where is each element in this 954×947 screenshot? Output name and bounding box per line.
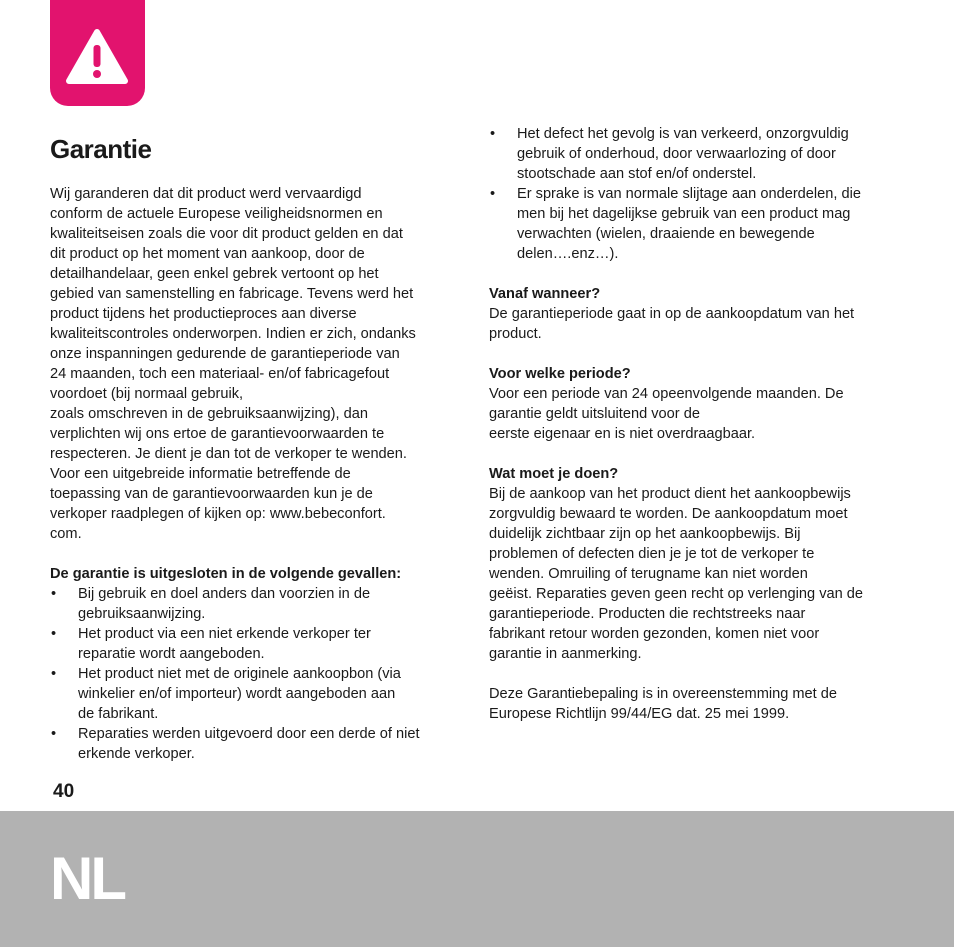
exclusions-list (50, 584, 460, 764)
paragraph-line: com. (50, 526, 82, 542)
paragraph-line: geëist. Reparaties geven geen recht op verlenging van de (489, 586, 864, 602)
paragraph-line: garantie in aanmerking. (489, 646, 642, 662)
paragraph-line: gebied van samenstelling en fabricage. Tevens werd het (50, 286, 414, 302)
footer-band (0, 811, 954, 947)
paragraph-line: kwaliteitseisen zoals die voor dit product gelden en dat (50, 226, 403, 242)
list-item-line: Het defect het gevolg is van verkeerd, onzorgvuldig (517, 126, 849, 142)
exclusions-list-continued (489, 124, 899, 264)
list-item-line: winkelier en/of importeur) wordt aangeboden aan (78, 686, 396, 702)
paragraph-line: Wij garanderen dat dit product werd vervaardigd (50, 186, 362, 202)
list-item-line: Er sprake is van normale slijtage aan onderdelen, die (517, 186, 861, 202)
list-item-line: Reparaties werden uitgevoerd door een derde of niet (78, 726, 420, 742)
list-item-line: de fabrikant. (78, 706, 159, 722)
paragraph-line: respecteren. Je dient je dan tot de verkoper te wenden. (50, 446, 407, 462)
list-item-line: reparatie wordt aangeboden. (78, 646, 265, 662)
section-heading: Vanaf wanneer? (489, 286, 601, 302)
paragraph-line: De garantieperiode gaat in op de aankoopdatum van het (489, 306, 855, 322)
paragraph-line: product. (489, 326, 542, 342)
bullet-icon: • (490, 186, 496, 202)
bullet-icon: • (51, 586, 57, 602)
paragraph-line: fabrikant retour worden gezonden, komen niet voor (489, 626, 820, 642)
paragraph-line: wenden. Omruiling of terugname kan niet worden (489, 566, 808, 582)
list-item-line: men bij het dagelijkse gebruik van een product mag (517, 206, 851, 222)
closing-paragraph (489, 684, 899, 724)
paragraph-line: zorgvuldig bewaard te worden. De aankoopdatum moet (489, 506, 848, 522)
bullet-icon: • (51, 666, 57, 682)
left-column (50, 184, 460, 764)
sections (489, 264, 899, 664)
language-code: NL (50, 845, 124, 912)
exclusions-heading: De garantie is uitgesloten in de volgende gevallen: (50, 566, 402, 582)
paragraph-line: verplichten wij ons ertoe de garantievoorwaarden te (50, 426, 385, 442)
list-item-line: Het product via een niet erkende verkoper ter (78, 626, 371, 642)
list-item (50, 584, 460, 624)
list-item-line: gebruik of onderhoud, door verwaarlozing of door (517, 146, 836, 162)
paragraph-line: voordoet (bij normaal gebruik, (50, 386, 244, 402)
list-item-line: gebruiksaanwijzing. (78, 606, 206, 622)
list-item (50, 624, 460, 664)
list-item-line: verwachten (wielen, draaiende en bewegende (517, 226, 815, 242)
list-item-line: Bij gebruik en doel anders dan voorzien in de (78, 586, 371, 602)
paragraph-line: verkoper raadplegen of kijken op: www.bebeconfort. (50, 506, 386, 522)
paragraph-line: eerste eigenaar en is niet overdraagbaar. (489, 426, 756, 442)
paragraph-line: detailhandelaar, geen enkel gebrek vertoont op het (50, 266, 379, 282)
page-number: 40 (53, 781, 75, 802)
paragraph-line: dit product op het moment van aankoop, door de (50, 246, 365, 262)
right-column (489, 124, 899, 724)
paragraph-line: zoals omschreven in de gebruiksaanwijzing), dan (50, 406, 368, 422)
list-item-line: delen….enz…). (517, 246, 619, 262)
paragraph-line: problemen of defecten dien je je tot de verkoper te (489, 546, 815, 562)
section-heading: Wat moet je doen? (489, 466, 619, 482)
list-item (489, 124, 899, 184)
bullet-icon: • (51, 726, 57, 742)
list-item (489, 184, 899, 264)
paragraph-line: garantie geldt uitsluitend voor de (489, 406, 700, 422)
bullet-icon: • (490, 126, 496, 142)
paragraph-line: Deze Garantiebepaling is in overeenstemming met de (489, 686, 838, 702)
list-item-line: stootschade aan stof en/of onderstel. (517, 166, 757, 182)
warning-triangle-icon (65, 28, 129, 86)
list-item-line: erkende verkoper. (78, 746, 195, 762)
paragraph-line: kwaliteitscontroles onderworpen. Indien er zich, ondanks (50, 326, 416, 342)
warning-tab (50, 0, 145, 106)
paragraph-line: onze inspanningen gedurende de garantieperiode van (50, 346, 400, 362)
paragraph-line: Europese Richtlijn 99/44/EG dat. 25 mei 1999. (489, 706, 790, 722)
paragraph-line: Voor een periode van 24 opeenvolgende maanden. De (489, 386, 844, 402)
paragraph-line: conform de actuele Europese veiligheidsnormen en (50, 206, 383, 222)
bullet-icon: • (51, 626, 57, 642)
paragraph-line: duidelijk zichtbaar zijn op het aankoopbewijs. Bij (489, 526, 801, 542)
list-item (50, 724, 460, 764)
section-heading: Voor welke periode? (489, 366, 631, 382)
page-title: Garantie (50, 134, 152, 164)
paragraph-line: toepassing van de garantievoorwaarden kun je de (50, 486, 373, 502)
paragraph-line: garantieperiode. Producten die rechtstreeks naar (489, 606, 806, 622)
paragraph-line: product tijdens het productieproces aan diverse (50, 306, 357, 322)
paragraph-line: 24 maanden, toch een materiaal- en/of fabricagefout (50, 366, 390, 382)
paragraph-line: Bij de aankoop van het product dient het aankoopbewijs (489, 486, 851, 502)
paragraph-line: Voor een uitgebreide informatie betreffende de (50, 466, 351, 482)
list-item-line: Het product niet met de originele aankoopbon (via (78, 666, 401, 682)
list-item (50, 664, 460, 724)
intro-paragraph (50, 184, 460, 544)
